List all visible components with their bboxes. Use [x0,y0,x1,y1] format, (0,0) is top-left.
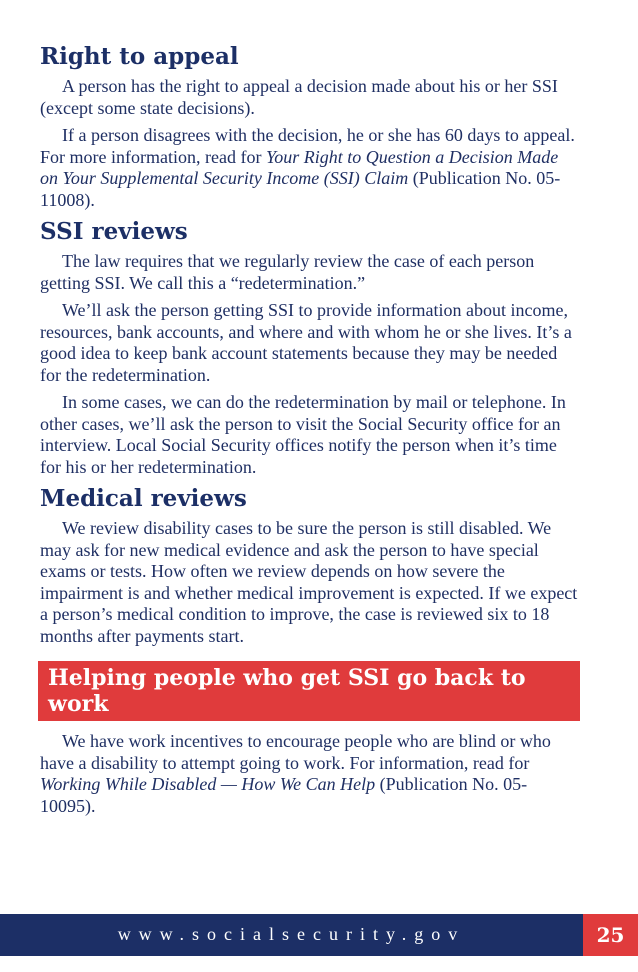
appeal-paragraph-1: A person has the right to appeal a decision made about his or her SSI (except some state decisions). [40,76,558,118]
work-text-pre: We have work incentives to encourage people who are blind or who have a disability to attempt going to work. For information, read for [40,731,551,773]
banner-back-to-work: Helping people who get SSI go back to work [38,661,580,721]
footer-url: www.socialsecurity.gov [117,924,466,944]
section-medical-reviews [40,486,580,647]
section-right-to-appeal [40,44,580,211]
heading-ssi-reviews: SSI reviews [40,218,188,245]
medical-paragraph-1: We review disability cases to be sure the person is still disabled. We may ask for new medical evidence and ask the person to have special exams or tests. How often we review depends on how severe the impairment is and whether medical improvement is expected. If we expect a person’s medical condition to improve, the case is reviewed six to 18 months after payments start. [40,518,578,646]
section-ssi-reviews [40,219,580,478]
heading-right-to-appeal: Right to appeal [40,43,239,70]
reviews-paragraph-1: The law requires that we regularly review the case of each person getting SSI. We call this a “redetermination.” [40,251,535,293]
reviews-paragraph-2: We’ll ask the person getting SSI to provide information about income, resources, bank accounts, and where and with whom he or she lives. It’s a good idea to keep bank account statements because they may be needed for the redetermination. [40,300,572,385]
footer-bar [0,914,638,956]
appeal-text-pre: If a person disagrees with the decision, he or she has 60 days to appeal. For more information, read for [40,125,575,167]
work-text-post: (Publication No. 05-10095). [40,774,528,816]
appeal-paragraph-2 [40,125,580,211]
page-number: 25 [583,914,638,956]
appeal-text-post: (Publication No. 05-11008). [40,168,561,210]
reviews-paragraph-3: In some cases, we can do the redetermination by mail or telephone. In other cases, we’ll ask the person to visit the Social Security office for an interview. Local Social Security offices notify the person when it’s time for his or her redetermination. [40,392,566,477]
publication-title-work: Working While Disabled — How We Can Help [40,774,376,794]
publication-title-appeal: Your Right to Question a Decision Made on Your Supplemental Security Income (SSI) Claim [40,146,559,188]
page-content [40,44,580,823]
work-paragraph-1 [40,731,580,817]
heading-medical-reviews: Medical reviews [40,485,247,512]
